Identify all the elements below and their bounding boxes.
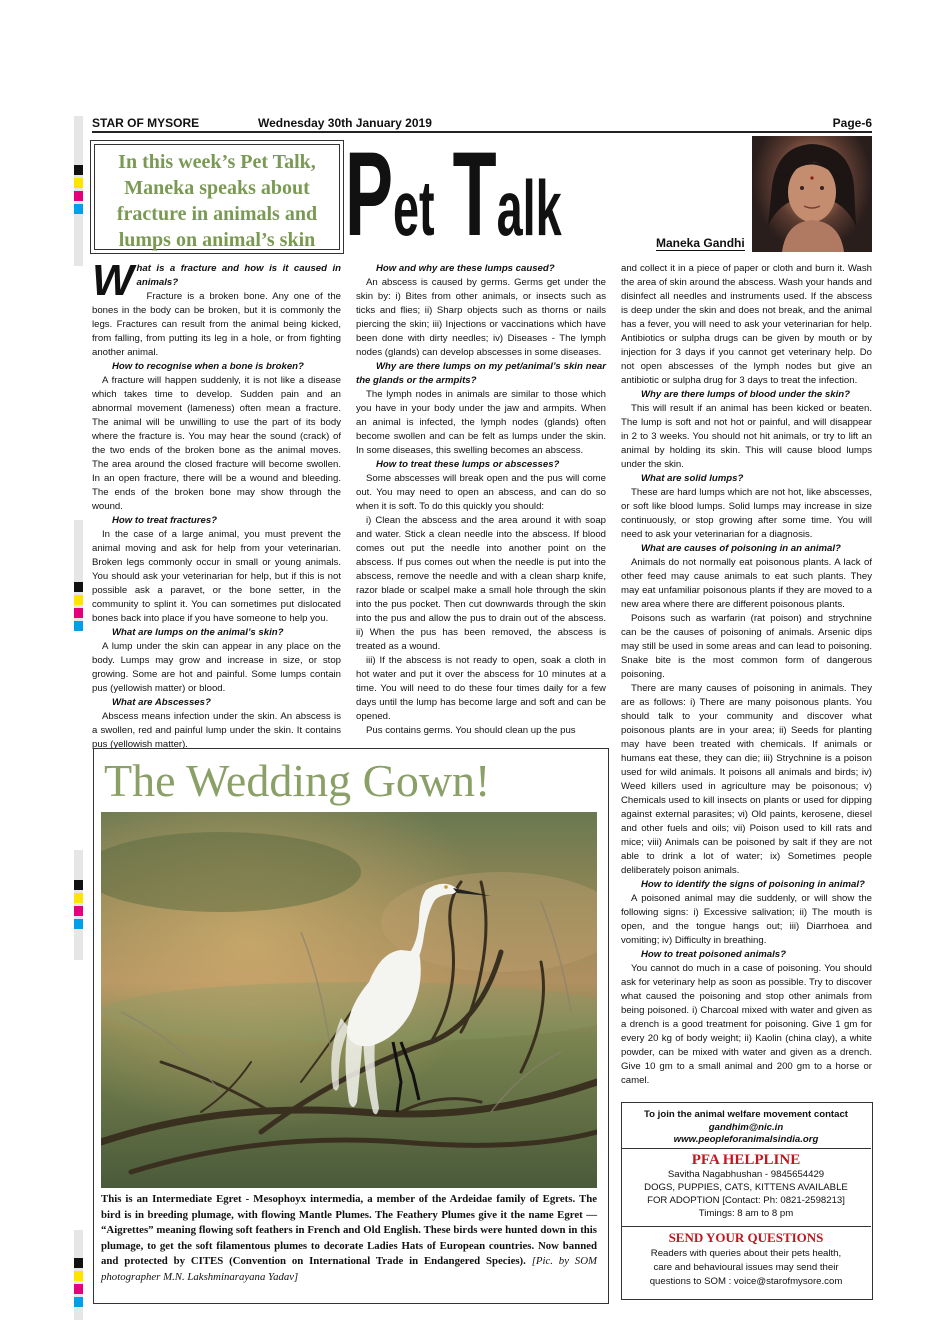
intro-line: Maneka speaks about [124,177,310,199]
article-question: How and why are these lumps caused? [376,263,555,274]
photo-caption [101,1192,597,1285]
article-paragraph: Poisons such as warfarin (rat poison) and strychnine can be the causes of poisoning of animals. Arsenic dips may still be used in some areas and can lead to poisoning. Snake bite is the most common form of dangerous poisoning. [621,613,872,680]
masthead-letters: alk [496,164,562,252]
article-paragraph: The lymph nodes in animals are similar to those which you have in your body under the jaw and armpits. When an animal is infected, the lymph nodes (glands) often become swollen and can be felt as lumps under the skin. In some diseases, this swelling becomes an abscess. [356,389,606,456]
timings: Timings: 8 am to 8 pm [698,1208,794,1219]
article-paragraph: iii) If the abscess is not ready to open, soak a cloth in hot water and put it over the abscess for 10 minutes at a time. You will need to do these four times daily for a few days until the lump has become large and soft and can be opened. [356,655,606,722]
intro-box [90,140,344,254]
divider [621,1148,871,1149]
article-question: What are causes of poisoning in an animal? [641,543,841,554]
article-column-3 [621,262,872,1088]
article-paragraph: A lump under the skin can appear in any place on the body. Lumps may grow and increase in size, or stop growing. Some are hot and painful. Some lumps contain pus (yellowish matter) or blood. [92,641,341,694]
article-paragraph: A poisoned animal may die suddenly, or will show the following signs: i) Excessive salivation; ii) The mouth is open, and the tongue hangs out; iii) Diarrhoea and vomiting; iv) Difficulty in breathing. [621,893,872,946]
intro-line: lumps on animal’s skin [118,229,316,251]
drop-cap: W [92,256,134,305]
article-question [92,256,341,305]
article-paragraph: and collect it in a piece of paper or cloth and burn it. Wash the area of skin around the abscess. Wash your hands and disinfect all needles and instruments used. If the abscess is deep under the skin and does not break, and the animal has a fever, you will need to ask your veterinarian for help. Antibiotics or sulpha drugs can be given by mouth or by injection for 3 days if you cannot get veterinary help. Do not open abscesses of the lymph nodes but give an antibiotic or sulpha drug for 3 days to treat the infection. [621,263,872,386]
article-paragraph: This will result if an animal has been kicked or beaten. The lump is soft and not hot or painful, and will disappear in 2 to 3 weeks. You should not hit animals, or try to lift an animal by holding its skin. This will cause blood lumps under the skin. [621,403,872,470]
caption-text: This is an Intermediate Egret - Mesophoyx intermedia, a member of the Ardeidae family of Egrets. The bird is in breeding plumage, with flowing Mantle Plumes. The Feathery Plumes give it the name Egret — “Aigrettes” meaning flowing soft feathers in French and Old English. These birds were hunted down in this plumage, to get the soft filamentous plumes to decorate Ladies Hats of European countries. Now banned and protected by CITES (Convention on International Trade in Endangered Species). [101,1193,597,1267]
helpline-contact: Savitha Nagabhushan - 9845654429 [667,1169,825,1180]
article-question: Why are there lumps on my pet/animal’s skin near the glands or the armpits? [356,361,606,386]
website-link[interactable]: www.peopleforanimalsindia.org [673,1134,819,1145]
divider [621,1226,871,1227]
article-question: What are Abscesses? [112,697,211,708]
article-paragraph: An abscess is caused by germs. Germs get under the skin by: i) Bites from other animals, or insects such as ticks and flies; ii) Sharp objects such as thorns or nails piercing the skin; iii) Injections or vaccinations which have been done with dirty needles; iv) Diseases - The lymph nodes (glands) can develop abscesses in some diseases. [356,277,606,358]
article-paragraph: These are hard lumps which are not hot, like abscesses, or soft like blood lumps. Solid lumps may increase in size continuously, or stop growing after some time. You will need to ask your veterinarian for a diagnosis. [621,487,872,540]
join-text: To join the animal welfare movement contact [644,1109,848,1120]
color-swatches [74,880,83,932]
questions-line-2: care and behavioural issues may send their [653,1262,839,1273]
color-swatches [74,165,83,217]
article-paragraph: Fracture is a broken bone. Any one of the bones in the body can be broken, but it is commonly the legs. Fractures can result from the animal being kicked, from falling, from putting its leg in a hole, or from fighting another animal. [92,291,341,358]
article-paragraph: Animals do not normally eat poisonous plants. A lack of other feed may cause animals to eat such plants. They may eat unfamiliar poisonous plants if they are moved to a new area where there are different poisonous plants. [621,557,872,610]
intro-line: In this week’s Pet Talk, [118,151,316,173]
questions-line-3: questions to SOM : voice@starofmysore.com [649,1276,843,1287]
article-question: How to identify the signs of poisoning in animal? [641,879,865,890]
intro-text [95,145,339,253]
color-swatches [74,582,83,634]
article-paragraph: You cannot do much in a case of poisoning. You should ask for veterinary help as soon as possible. Try to discover what caused the poisoning and stop other animals from being poisoned. i) Charcoal mixed with water and given as a drench is a good treatment for poisoning. Give 1 gm for every 20 kg of body weight; ii) Kaolin (china clay), a white powder, can be mixed with water and given as a drench. Give 10 gm to a small animal and 200 gm to a horse or camel. [621,963,872,1086]
article-question: What are lumps on the animal’s skin? [112,627,284,638]
masthead-title [345,127,562,261]
author-photo [752,136,872,252]
question-text: hat is a fracture and how is it caused in animals? [136,263,341,288]
questions-line-1: Readers with queries about their pets health, [650,1248,842,1259]
issue-date: Wednesday 30th January 2019 [258,116,432,130]
masthead-letter: P [345,127,394,261]
color-swatches [74,1258,83,1310]
byline: Maneka Gandhi [656,236,745,250]
send-questions-title: SEND YOUR QUESTIONS [668,1230,824,1245]
adoption-line-2: FOR ADOPTION [Contact: Ph: 0821-2598213] [647,1195,845,1206]
adoption-line-1: DOGS, PUPPIES, CATS, KITTENS AVAILABLE [644,1182,848,1193]
article-question: How to treat fractures? [112,515,218,526]
article-question: How to treat poisoned animals? [641,949,786,960]
article-paragraph: There are many causes of poisoning in animals. They are as follows: i) There are many poisonous plants. You should talk to your community and discover what poisonous plants are in your area; ii) Seeds for planting may have been treated with chemicals. If animals or humans eat these, they can die; iii) Strychnine is a poison used for wild animals. It poisons all animals and birds; iv) Weed killers used in agriculture may be poisonous; v) Chemicals used to kill insects on plants or used for dipping against external parasites; vi) Old paints, kerosene, diesel and other fuels and oils; vii) Poison used to kill rats and mice; viii) Animals can be poisoned by salt if they are not able to drink a lot of water; ix) Sometimes people deliberately poison animals. [621,683,872,876]
article-column-1 [92,256,341,752]
article-paragraph: Some abscesses will break open and the pus will come out. You may need to open an abscess, and can do so when it is soft. To do this quickly you should: [356,473,606,512]
article-paragraph: A fracture will happen suddenly, it is not like a disease which takes time to develop. Sudden pain and an abnormal movement (lameness) often mean a fracture. The animal will be unwilling to use the part of its body where the fracture is. You may hear the sound (crack) of the two ends of the broken bone as the animal moves. The area around the closed fracture will become swollen. In an open fracture, there will be a wound and bleeding. The ends of the broken bone may show through the wound. [92,375,341,512]
article-question: Why are there lumps of blood under the skin? [641,389,850,400]
page-number: Page-6 [832,116,872,130]
intro-line: fracture in animals and [116,203,318,225]
masthead-letter: T [452,127,497,261]
wedding-title: The Wedding Gown! [104,755,491,806]
article-question: How to treat these lumps or abscesses? [376,459,560,470]
egret-photo [101,812,597,1188]
photo-credit: [Pic. by SOM photographer M.N. Lakshminarayana Yadav] [101,1255,597,1283]
article-paragraph: Abscess means infection under the skin. An abscess is a swollen, red and painful lump under the skin. It contains pus (yellowish matter). [92,711,341,750]
article-question: How to recognise when a bone is broken? [112,361,304,372]
article-column-2 [356,262,606,738]
paper-name: STAR OF MYSORE [92,116,200,130]
article-paragraph: i) Clean the abscess and the area around it with soap and water. Stick a clean needle into the abscess. If blood comes out put the needle into another point on the abscess. If pus comes out when the needle is put into the abscess, remove the needle and with a clean sharp knife, razor blade or scalpel make a small hole through the skin into the pus pocket. Then cut downwards through the skin into the pus and allow the pus to drain out of the abscess. ii) When the pus has been removed, the abscess is treated as a wound. [356,515,606,652]
article-paragraph: In the case of a large animal, you must prevent the animal moving and ask for help from your veterinarian. Broken legs commonly occur in small or young animals. You should ask your veterinarian for help, but if this is not possible ask a paravet, or the bone setter, in the community to splint it. You can sometimes put dislocated bones back into place if you have someone to help you. [92,529,341,624]
article-question: What are solid lumps? [641,473,744,484]
contact-email[interactable]: gandhim@nic.in [708,1122,784,1133]
masthead-letters: et [393,164,435,252]
helpline-title: PFA HELPLINE [691,1152,801,1168]
article-paragraph: Pus contains germs. You should clean up the pus [366,725,576,736]
